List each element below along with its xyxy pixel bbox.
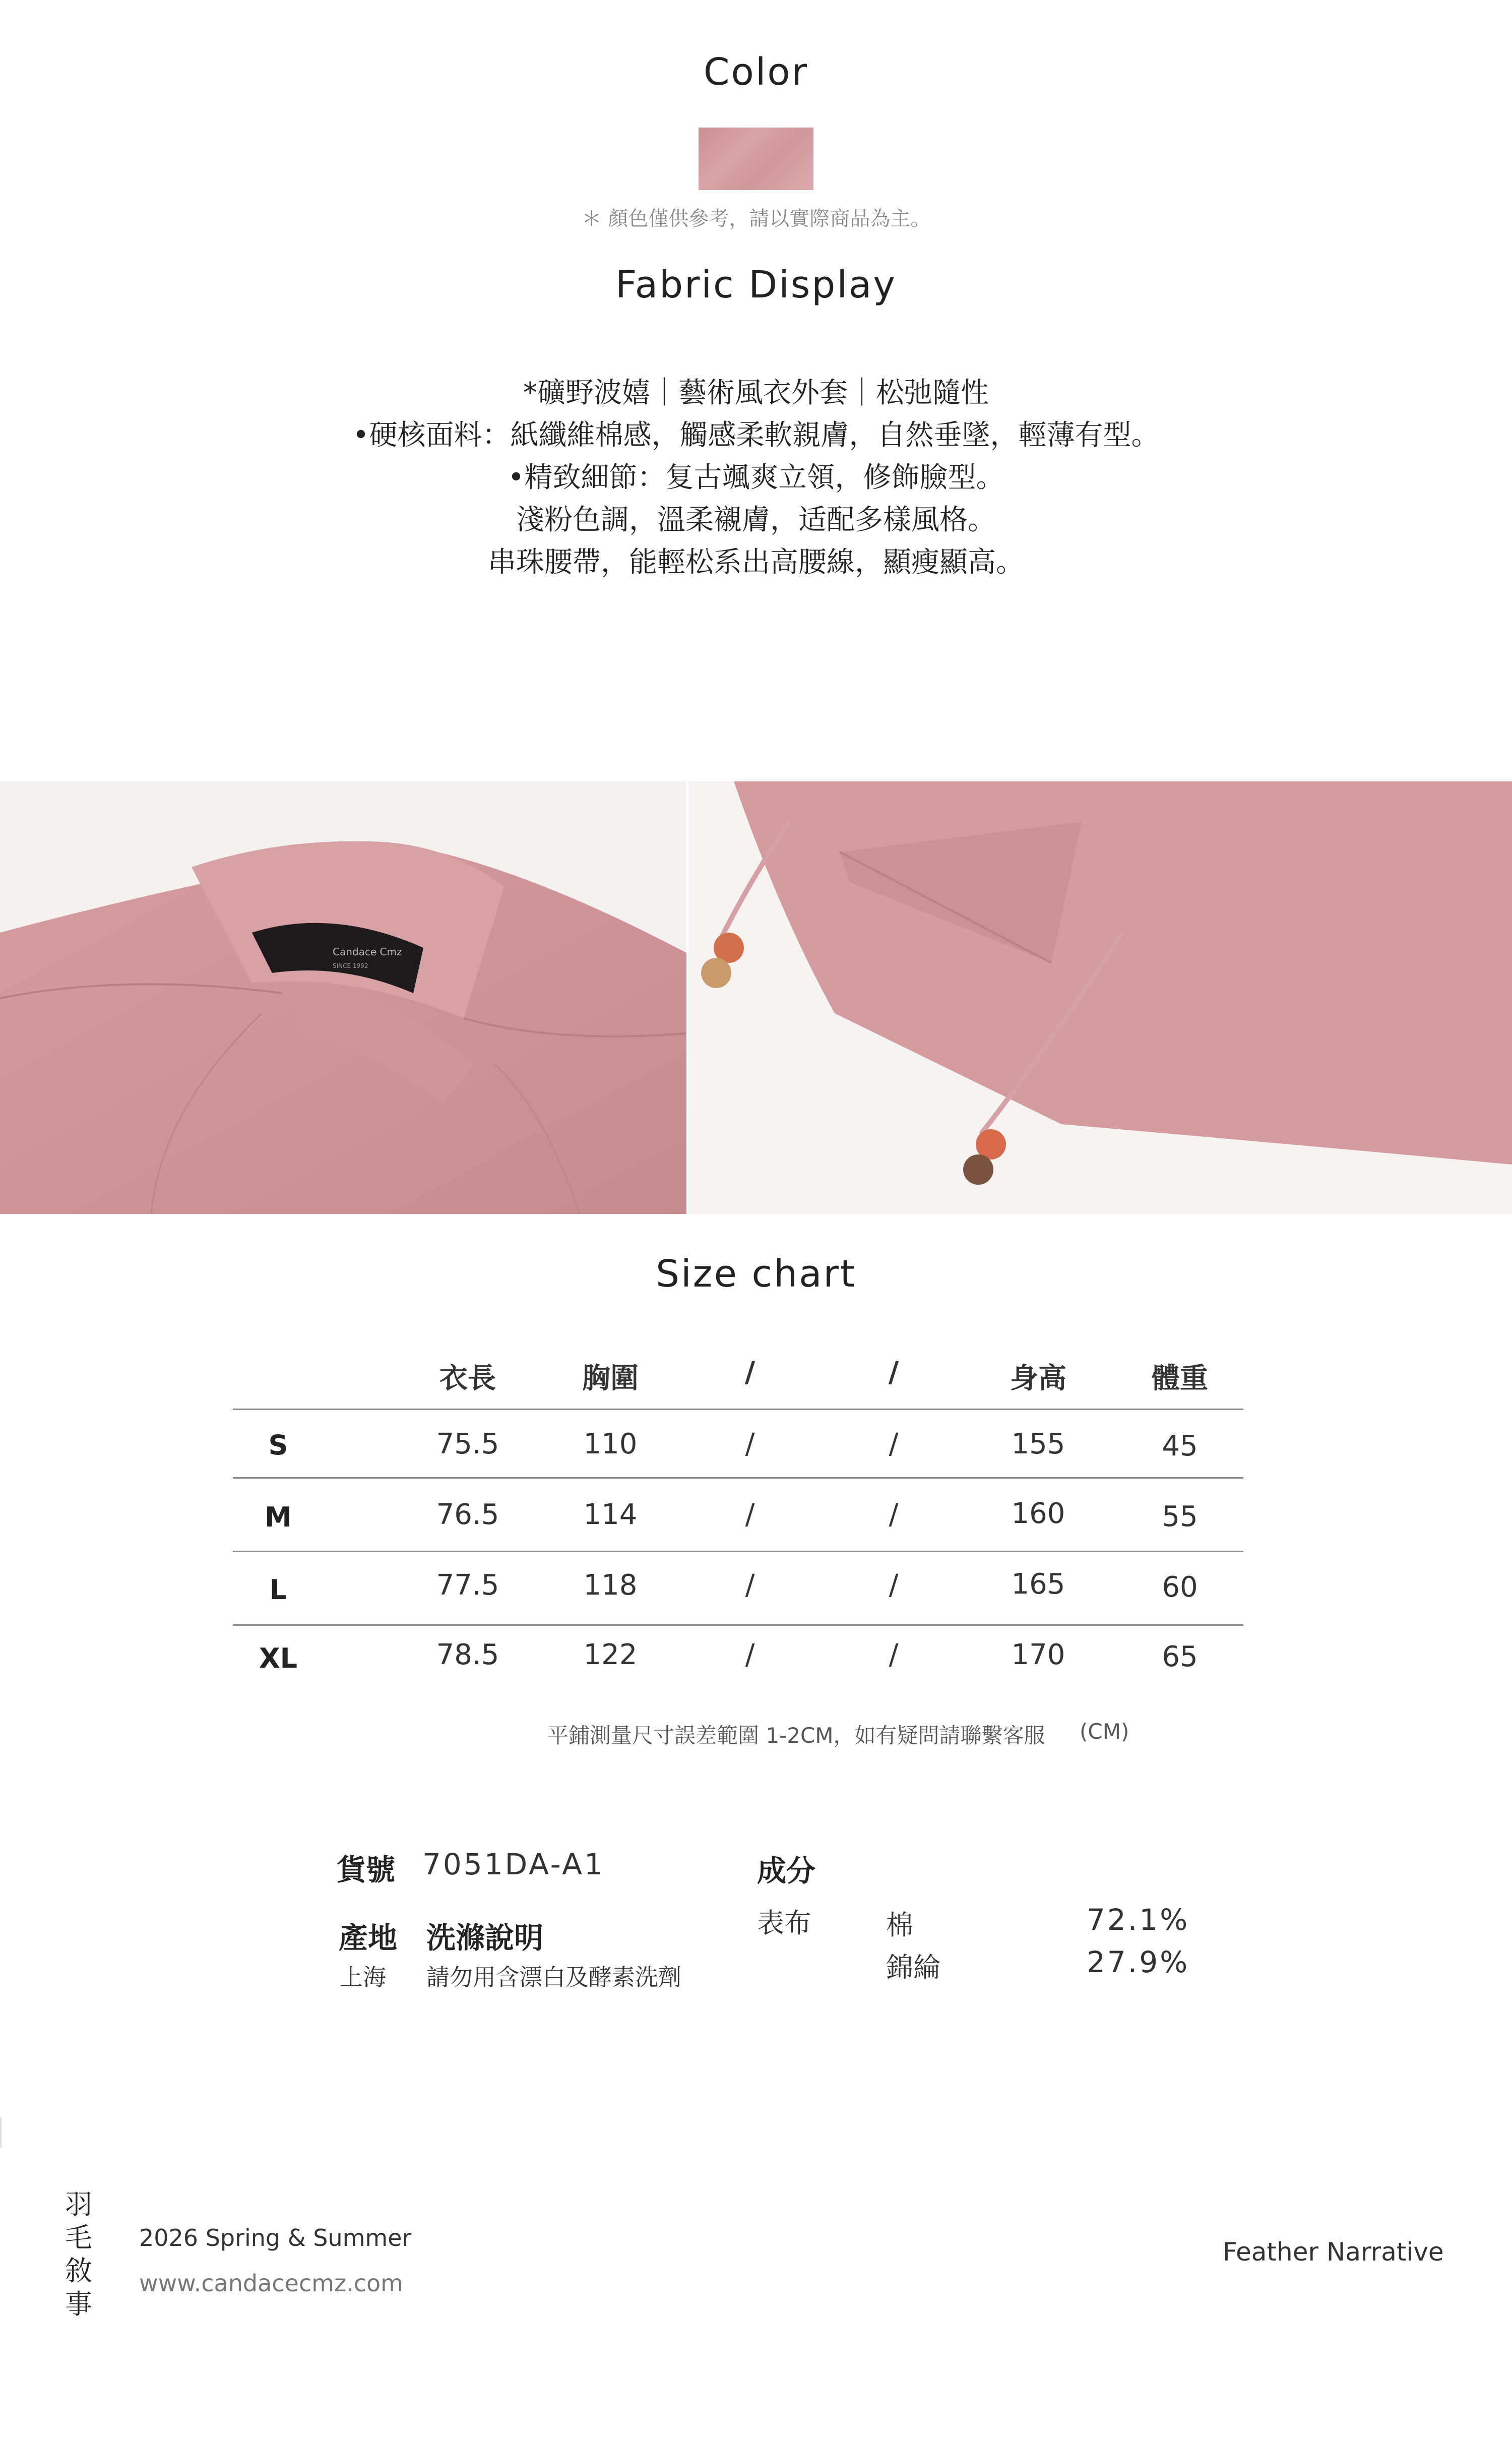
vertical-title-char: 事 bbox=[65, 2288, 92, 2320]
belt-bead-detail-photo bbox=[688, 781, 1512, 1214]
table-cell: / bbox=[889, 1428, 899, 1460]
vertical-title-char: 毛 bbox=[65, 2222, 92, 2253]
vertical-title bbox=[64, 2188, 94, 2321]
vertical-title-char: 羽 bbox=[65, 2188, 92, 2220]
table-cell: / bbox=[889, 1498, 899, 1531]
color-heading: Color bbox=[703, 50, 809, 94]
origin-label: 產地 bbox=[339, 1921, 398, 1955]
sku-value: 7051DA-A1 bbox=[422, 1847, 605, 1881]
size-label: XL bbox=[259, 1642, 298, 1674]
table-rule bbox=[233, 1409, 1243, 1410]
material-percent: 27.9% bbox=[1087, 1945, 1190, 1979]
fabric-label: 表布 bbox=[757, 1907, 811, 1939]
collection-name: Feather Narrative bbox=[1223, 2237, 1444, 2267]
material-name: 棉 bbox=[886, 1909, 913, 1941]
edge-marker bbox=[0, 2117, 2, 2148]
label-brand-text: Candace Cmz bbox=[333, 946, 402, 958]
column-header: 衣長 bbox=[439, 1362, 496, 1395]
fabric-line: 淺粉色調，溫柔襯膚，适配多樣風格。 bbox=[516, 504, 996, 536]
color-note: ＊ 顏色僅供參考，請以實際商品為主。 bbox=[581, 207, 931, 230]
table-cell: 75.5 bbox=[436, 1428, 499, 1460]
table-cell: 45 bbox=[1162, 1430, 1198, 1462]
table-cell: 118 bbox=[583, 1569, 638, 1602]
collar-detail-photo bbox=[0, 781, 686, 1214]
color-swatch[interactable] bbox=[699, 128, 813, 190]
table-cell: / bbox=[745, 1428, 755, 1460]
label-brand-sub: SINCE 1992 bbox=[333, 962, 368, 969]
table-cell: / bbox=[889, 1569, 899, 1602]
column-header: 身高 bbox=[1010, 1362, 1066, 1395]
table-cell: 77.5 bbox=[436, 1569, 499, 1602]
fabric-heading: Fabric Display bbox=[615, 263, 897, 307]
table-cell: 122 bbox=[583, 1638, 638, 1671]
table-cell: / bbox=[745, 1569, 755, 1602]
column-header: 體重 bbox=[1152, 1362, 1208, 1395]
table-cell: / bbox=[745, 1498, 755, 1531]
table-cell: 110 bbox=[583, 1428, 638, 1460]
size-label: M bbox=[265, 1501, 292, 1533]
column-header: / bbox=[888, 1356, 899, 1389]
fabric-line: 串珠腰帶，能輕松系出高腰線，顯瘦顯高。 bbox=[488, 546, 1024, 579]
column-header: 胸圍 bbox=[582, 1362, 639, 1395]
table-cell: 170 bbox=[1011, 1638, 1065, 1671]
wash-label: 洗滌說明 bbox=[426, 1921, 544, 1955]
table-cell: / bbox=[889, 1638, 899, 1671]
table-rule bbox=[233, 1477, 1243, 1479]
size-label: L bbox=[269, 1574, 287, 1606]
fabric-line: *礦野波嬉｜藝術風衣外套｜松弛隨性 bbox=[523, 377, 989, 409]
size-note: 平鋪測量尺寸誤差範圍 1-2CM，如有疑問請聯繫客服 bbox=[547, 1723, 1045, 1748]
composition-label: 成分 bbox=[757, 1854, 816, 1888]
table-cell: 76.5 bbox=[436, 1498, 499, 1531]
vertical-title-char: 敘 bbox=[65, 2255, 92, 2287]
material-name: 錦綸 bbox=[886, 1951, 940, 1983]
table-cell: 155 bbox=[1011, 1428, 1065, 1460]
fabric-line: •精致細節：复古颯爽立領，修飾臉型。 bbox=[508, 461, 1004, 494]
table-cell: 60 bbox=[1162, 1571, 1198, 1604]
fabric-line: •硬核面料：紙纖維棉感，觸感柔軟親膚，自然垂墜，輕薄有型。 bbox=[352, 419, 1160, 452]
website-link[interactable]: www.candacecmz.com bbox=[139, 2270, 403, 2297]
table-cell: 55 bbox=[1162, 1500, 1198, 1533]
size-unit: (CM) bbox=[1080, 1719, 1129, 1744]
table-rule bbox=[233, 1551, 1243, 1552]
table-cell: 114 bbox=[583, 1498, 638, 1531]
size-chart-heading: Size chart bbox=[656, 1252, 856, 1296]
table-cell: 165 bbox=[1011, 1568, 1065, 1601]
origin-value: 上海 bbox=[340, 1964, 386, 1991]
table-cell: / bbox=[745, 1638, 755, 1671]
sku-label: 貨號 bbox=[337, 1853, 396, 1887]
table-cell: 65 bbox=[1162, 1640, 1198, 1673]
table-rule bbox=[233, 1624, 1243, 1626]
wash-value: 請勿用含漂白及酵素洗劑 bbox=[426, 1964, 681, 1991]
season-text: 2026 Spring & Summer bbox=[139, 2224, 412, 2251]
material-percent: 72.1% bbox=[1087, 1903, 1190, 1937]
fabric-description bbox=[0, 372, 1512, 584]
table-cell: 78.5 bbox=[436, 1638, 499, 1671]
table-cell: 160 bbox=[1011, 1497, 1065, 1530]
column-header: / bbox=[744, 1356, 755, 1389]
size-label: S bbox=[268, 1429, 288, 1461]
